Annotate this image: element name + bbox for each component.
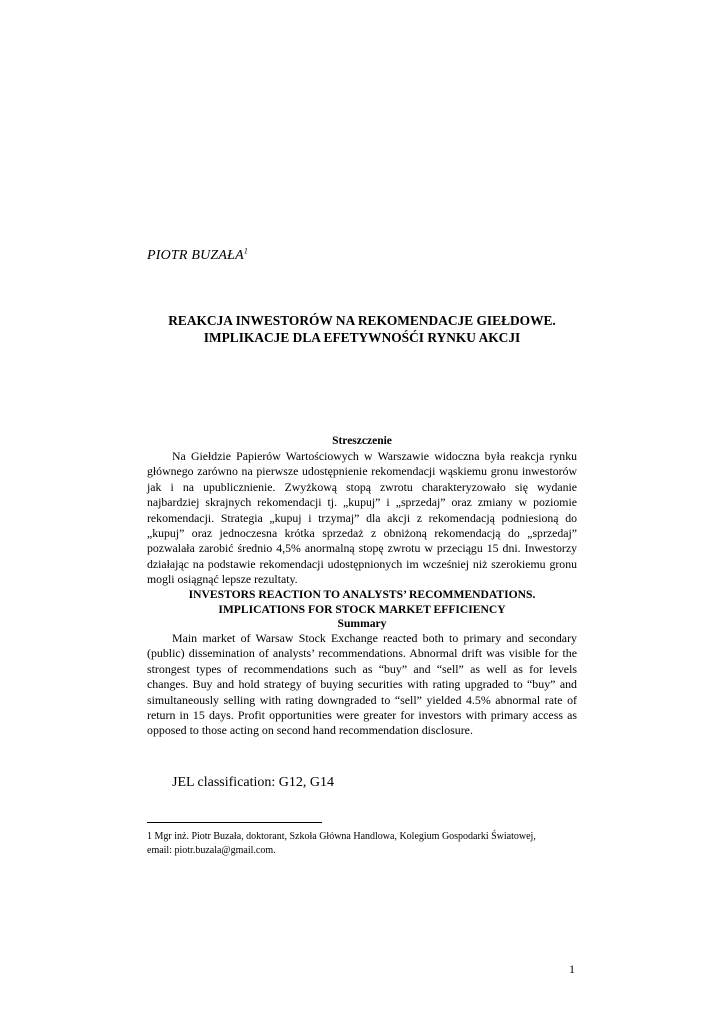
english-title [147, 588, 577, 632]
english-title-line-2: IMPLICATIONS FOR STOCK MARKET EFFICIENCY [218, 602, 506, 616]
jel-classification: JEL classification: G12, G14 [172, 775, 335, 790]
english-abstract-heading: Summary [337, 617, 387, 631]
paper-title-line-1: REAKCJA INWESTORÓW NA REKOMENDACJE GIEŁDOWE. [168, 313, 556, 328]
paper-title-line-2: IMPLIKACJE DLA EFETYWNOŚĆI RYNKU AKCJI [203, 330, 521, 345]
polish-abstract-text: Na Giełdzie Papierów Wartościowych w Warszawie widoczna była reakcja rynku głównego zarówno na pierwsze udostępnienie rekomendacji wąskiemu gronu inwestorów jak i na upublicznienie. Zwyżkową stopą zwrotu charakteryzowało się wydanie najbardziej skrajnych rekomendacji tj. „kupuj” i „sprzedaj” oraz zmiany w poziomie rekomendacji. Strategia „kupuj i trzymaj” dla akcji z rekomendacją podniesioną do „kupuj” oraz jednoczesna krótka sprzedaż z obniżoną rekomendacją do „sprzedaj” pozwalała zarobić średnio 4,5% anormalną stopę zwrotu w przeciągu 15 dni. Inwestorzy działając na podstawie rekomendacji udostępnionych im wcześniej niż szerokiemu gronu mogli osiągnąć lepsze rezultaty. [147, 449, 577, 587]
footnote [147, 830, 587, 858]
polish-abstract-heading: Streszczenie [332, 435, 392, 447]
footnote-separator [147, 822, 322, 823]
page-number: 1 [569, 962, 575, 976]
footnote-line-2: email: piotr.buzala@gmail.com. [147, 845, 276, 856]
author-name [147, 248, 248, 264]
footnote-mark: 1 [243, 246, 249, 256]
english-title-line-1: INVESTORS REACTION TO ANALYSTS’ RECOMMENDATIONS. [188, 588, 536, 601]
author-name-text: PIOTR BUZAŁA [147, 248, 244, 263]
english-abstract-text: Main market of Warsaw Stock Exchange reacted both to primary and secondary (public) dissemination of analysts’ recommendations. Abnormal drift was visible for the strongest types of recommendations such as “buy” and “sell” as well as for levels changes. Buy and hold strategy of buying securities with rating upgraded to “buy” and simultaneously selling with rating downgraded to “sell” yielded 4.5% abnormal rate of return in 15 days. Profit opportunities were greater for investors with primary access as opposed to those acting on second hand recommendation disclosure. [147, 631, 577, 738]
footnote-line-1: 1 Mgr inż. Piotr Buzała, doktorant, Szkoła Główna Handlowa, Kolegium Gospodarki Światowej, [147, 831, 536, 842]
paper-title [147, 312, 577, 346]
